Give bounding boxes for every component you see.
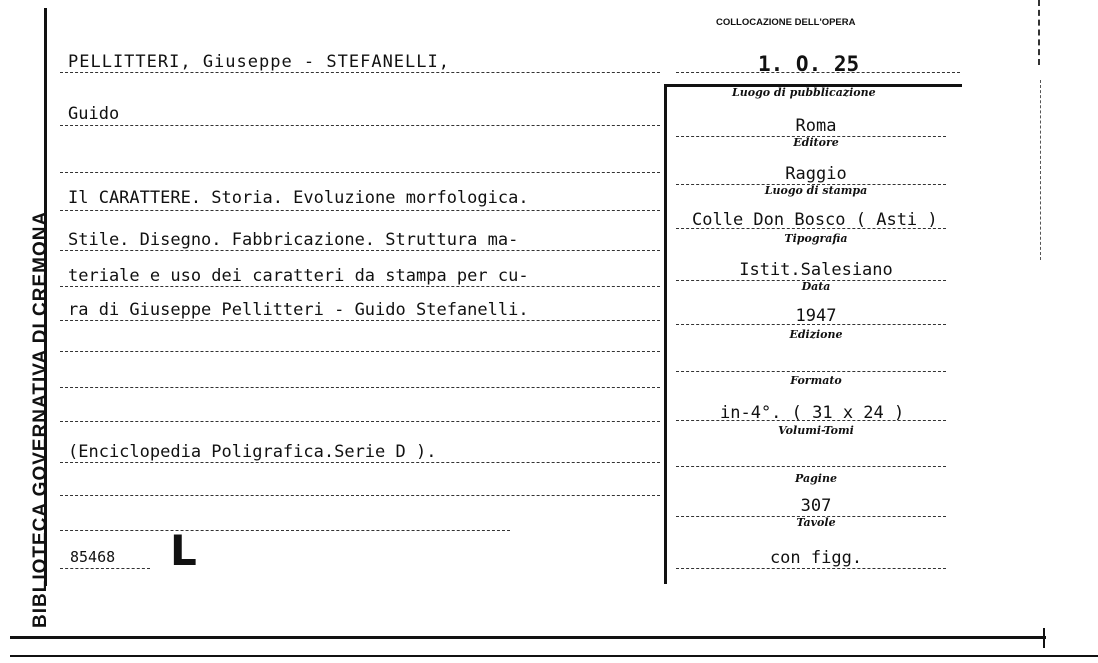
- left-border: [44, 8, 47, 586]
- title-rule-2: [60, 250, 660, 251]
- author-rule-1: [60, 72, 660, 73]
- collocazione-label: COLLOCAZIONE DELL'OPERA: [716, 17, 856, 28]
- author-line-2: Guido: [68, 104, 120, 124]
- inventory-rule: [60, 568, 150, 569]
- author-rule-2: [60, 125, 660, 126]
- label-luogo-stampa: Luogo di stampa: [764, 184, 868, 197]
- label-formato: Formato: [790, 374, 842, 387]
- inventory-number: 85468: [70, 548, 116, 566]
- author-line-1: PELLITTERI, Giuseppe - STEFANELLI,: [68, 52, 450, 72]
- series-rule: [60, 462, 660, 463]
- bottom-rule-2: [10, 655, 1098, 657]
- value-luogo-stampa: Colle Don Bosco ( Asti ): [692, 210, 938, 230]
- title-line-1: Il CARATTERE. Storia. Evoluzione morfologica.: [68, 188, 529, 208]
- bottom-rule: [10, 636, 1046, 639]
- blank-rule-5: [60, 495, 660, 496]
- blank-rule-6: [60, 530, 510, 531]
- blank-rule-1: [60, 172, 660, 173]
- blank-rule-4: [60, 421, 660, 422]
- title-rule-1: [60, 210, 660, 211]
- title-rule-3: [60, 286, 660, 287]
- title-line-2: Stile. Disegno. Fabbricazione. Struttura ma-: [68, 230, 519, 250]
- inventory-mark: L: [170, 526, 197, 575]
- title-line-3: teriale e uso dei caratteri da stampa per cu-: [68, 266, 529, 286]
- blank-rule-3: [60, 387, 660, 388]
- rule-edizione: [676, 371, 946, 372]
- title-line-4: ra di Giuseppe Pellitteri - Guido Stefanelli.: [68, 300, 529, 320]
- collocazione-rule: [676, 72, 960, 73]
- label-editore: Editore: [793, 136, 839, 149]
- value-luogo-pubblicazione: Roma: [795, 116, 837, 136]
- rule-formato: [676, 420, 946, 421]
- series-line: (Enciclopedia Poligrafica.Serie D ).: [68, 442, 437, 462]
- value-data: 1947: [795, 306, 837, 326]
- value-tavole: con figg.: [769, 548, 863, 568]
- bottom-right-tick: [1043, 628, 1045, 648]
- value-tipografia: Istit.Salesiano: [739, 260, 893, 280]
- label-tavole: Tavole: [796, 516, 836, 529]
- label-pagine: Pagine: [795, 472, 837, 485]
- collocazione-value: 1. O. 25: [758, 52, 860, 76]
- blank-rule-2: [60, 351, 660, 352]
- library-stamp-text: BIBLIOTECA GOVERNATIVA DI CREMONA: [30, 210, 51, 628]
- rule-luogo-stampa: [676, 228, 946, 229]
- title-rule-4: [60, 320, 660, 321]
- value-editore: Raggio: [785, 164, 847, 184]
- right-edge-mark: [1038, 0, 1040, 65]
- label-luogo-pubblicazione: Luogo di pubblicazione: [732, 86, 876, 99]
- rule-data: [676, 324, 946, 325]
- rule-tavole: [676, 568, 946, 569]
- value-formato: in-4°. ( 31 x 24 ): [720, 403, 905, 423]
- label-volumi: Volumi-Tomi: [778, 424, 854, 437]
- label-edizione: Edizione: [789, 328, 843, 341]
- right-edge-mark-2: [1040, 80, 1041, 260]
- library-stamp: [6, 0, 51, 630]
- rule-volumi: [676, 466, 946, 467]
- label-tipografia: Tipografia: [784, 232, 848, 245]
- value-pagine: 307: [800, 496, 832, 516]
- label-data: Data: [801, 280, 831, 293]
